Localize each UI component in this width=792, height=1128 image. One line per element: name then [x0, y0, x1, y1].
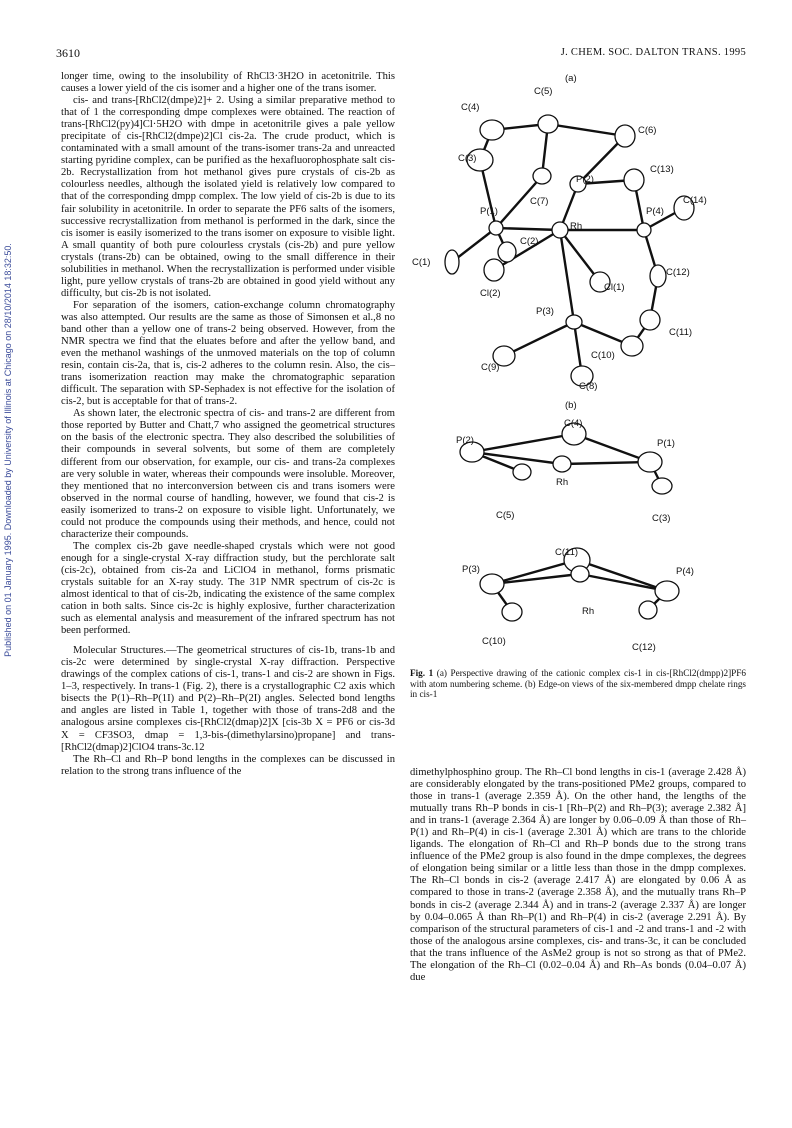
download-notice-text: Published on 01 January 1995. Downloaded by University of Illinois at Chicago on 28/10/2014 18:32:50.: [3, 243, 13, 657]
download-notice: [0, 210, 20, 690]
atom-label: C(9): [481, 362, 500, 373]
atom-label: P(1): [480, 206, 498, 217]
atom-label: C(4): [461, 102, 480, 113]
atom-label: Rh: [556, 477, 569, 488]
atom-label: C(10): [482, 636, 506, 647]
atom-label: C(7): [530, 196, 549, 207]
paragraph: As shown later, the electronic spectra of cis- and trans-2 are different from those reported by Butter and Chatt,7 who assigned the geometrical structures on the basis of the electronic spectra. They also described the solubilities of their compounds in several solvents, but some of them are completely different from our observation, for example, our cis- and trans-2a complexes are very soluble in water, whereas their compounds were insoluble. Moreover, they mentioned that no interconversion between cis and trans isomers were observed in the normal course of handling, however, we found that cis-2 is easily isomerized to trans-2 on exposure to visible light. Unfortunately, we could not produce the compounds using their methods, and hence, could not characterize their compounds.: [61, 408, 395, 540]
atom-label: Rh: [582, 606, 595, 617]
atom-label: P(3): [462, 564, 480, 575]
atom-label: P(4): [646, 206, 664, 217]
right-column: [410, 767, 746, 984]
paragraph: dimethylphosphino group. The Rh–Cl bond lengths in cis-1 (average 2.428 Å) are considerably elongated by the trans-positioned PMe2 groups, compared to those in trans-1 (average 2.359 Å). On the other hand, the lengths of the mutually trans Rh–P bonds in cis-1 [Rh–P(2) and Rh–P(3); average 2.382 Å] and in trans-1 (average 2.364 Å) are longer by 0.06–0.09 Å than those of Rh–P(1) and Rh–P(4) in cis-1 (average 2.301 Å) which are trans to the chloride ligands. The elongation of Rh–Cl and Rh–P bonds due to the strong trans influence of the PMe2 group is also found in the dmpe complexes, the degrees of elongation being similar or a little less than those in the dmpp complexes. The Rh–Cl bonds in cis-2 (average 2.417 Å) are elongated by 0.06 Å as compared to those in trans-2 (average 2.358 Å), and the mutually trans Rh–P bonds in cis-2 (average 2.344 Å) and in trans-2 (average 2.337 Å) are longer by 0.04–0.065 Å than Rh–P(1) and Rh–P(4) in cis-2 (average 2.291 Å). By comparison of the structural parameters of cis-1 and -2 and trans-1 and -2 with those of the analogous arsine complexes, cis- and trans-3c, it can be concluded that the trans influence of the AsMe2 group is not so strong as that of PMe2. The elongation of the Rh–Cl (0.02–0.04 Å) and Rh–As bonds (0.04–0.07 Å) due: [410, 767, 746, 983]
caption-text: (a) Perspective drawing of the cationic complex cis-1 in cis-[RhCl2(dmpp)2]PF6 with atom numbering scheme. (b) Edge-on views of the six-membered dmpp chelate rings in cis-1: [410, 668, 746, 700]
paragraph: The complex cis-2b gave needle-shaped crystals which were not good enough for a single-crystal X-ray diffraction study, but the perchlorate salt (cis-2c), obtained from cis-2a and LiClO4 in methanol, forms prismatic crystals suitable for an X-ray study. The 31P NMR spectrum of cis-2c is almost identical to that of cis-2b, indicating the existence of the same complex cation in both salts. Since cis-2c is highly explosive, further characterization such as elemental analysis and measurement of the infrared spectrum has not been performed.: [61, 540, 395, 637]
figure-caption: [410, 668, 746, 700]
panel-a-label: (a): [565, 73, 577, 84]
atom-label: C(10): [591, 350, 615, 361]
atom-label: Cl(1): [604, 282, 625, 293]
atom-label: C(1): [412, 257, 431, 268]
atom-label: C(5): [534, 86, 553, 97]
paragraph: For separation of the isomers, cation-exchange column chromatography was also attempted. Our results are the same as those of Simonsen et al.,8 no band other than a yellow one of trans-2 being observed. However, from the NMR spectra we find that the eluates before and after the yellow band, and even the methanol washings of the unmoved materials on the top of column resin, contain cis-2a, that is, cis-2 adheres to the column resin. Also, the cis–trans isomerization reaction may make the chromatographic separation difficult. The separation with SP-Sephadex is not effective for the isolation of cis-2, but is acceptable for that of trans-2.: [61, 299, 395, 408]
paragraph: Molecular Structures.—The geometrical structures of cis-1b, trans-1b and cis-2c were determined by single-crystal X-ray diffraction. Perspective drawings of the complex cations of cis-1, trans-1 and cis-2 are shown in Figs. 1–3, respectively. In trans-1 (Fig. 2), there is a crystallographic C2 axis which bisects the P(1)–Rh–P(1I) and P(2)–Rh–P(2I) angles. Selected bond lengths and angles are listed in Table 1, together with those of trans-2d8 and the analogous arsine complexes cis-[RhCl2(dmap)2]X [cis-3b X = PF6 or cis-3d X = CF3SO3, dmap = 1,3-bis-(dimethylarsino)propane] and trans-[RhCl2(dmap)2]ClO4 trans-3c.12: [61, 645, 395, 753]
atom-label: C(8): [579, 381, 598, 392]
paragraph: cis- and trans-[RhCl2(dmpe)2]+ 2. Using a similar preparative method to that of 1 the corresponding dmpe complexes were obtained. The reaction of trans-[RhCl2(py)4]Cl·5H2O with dmpe in acetonitrile gives a pale yellow precipitate of cis-[RhCl2(dmpe)2]Cl cis-2a. The crude product, which is contaminated with a small amount of the trans-isomer trans-2a and unreacted starting pyridine complex, can be purified as the hexafluorophosphate salt cis-2b. Recrystallization from hot methanol gives pure crystals of cis-2b as colourless needles, although the isolated yield is relatively low compared to that of the corresponding dmpp complex. The low yield of cis-2b is due to its fair solubility in acetonitrile. In order to separate the PF6 salts of the isomers, successive recrystallization from methanol is performed in the dark, since the cis isomer is easily isomerized to the trans isomer on exposure to visible light. A small quantity of both pure colourless crystals (cis-2b) and pure yellow crystals (trans-2b) can be obtained, owing to the small difference in their solubilities in methanol. When the recrystallization is performed under visible light, pure yellow crystals of trans-2b are obtained in good yield without any difficulty, but cis-2b is not isolated.: [61, 95, 395, 299]
panel-b-label: (b): [565, 400, 577, 411]
atom-label: C(2): [520, 236, 539, 247]
journal-title: J. CHEM. SOC. DALTON TRANS. 1995: [560, 47, 746, 58]
atom-label: P(2): [576, 174, 594, 185]
atom-label: C(12): [632, 642, 656, 653]
atom-label: P(4): [676, 566, 694, 577]
page-header: [56, 46, 746, 62]
atom-label: Cl(2): [480, 288, 501, 299]
atom-label: P(2): [456, 435, 474, 446]
atom-label: C(12): [666, 267, 690, 278]
atom-label: C(13): [650, 164, 674, 175]
left-column: [61, 71, 395, 778]
paragraph: The Rh–Cl and Rh–P bond lengths in the complexes can be discussed in relation to the strong trans influence of the: [61, 753, 395, 777]
atom-label: C(11): [669, 327, 693, 338]
atom-label: C(11): [555, 547, 579, 558]
atom-label: C(3): [652, 513, 671, 524]
paragraph: longer time, owing to the insolubility of RhCl3·3H2O in acetonitrile. This causes a lower yield of the cis isomer and a higher one of the trans isomer.: [61, 71, 395, 95]
figure-1: [412, 64, 746, 704]
caption-label: Fig. 1: [410, 668, 434, 678]
atom-label: C(14): [683, 195, 707, 206]
atom-label: Rh: [570, 221, 583, 232]
atom-label: P(1): [657, 438, 675, 449]
page-number: 3610: [56, 46, 80, 60]
atom-label: C(4): [564, 418, 583, 429]
atom-label: C(3): [458, 153, 477, 164]
atom-label: C(5): [496, 510, 515, 521]
atom-label: P(3): [536, 306, 554, 317]
atom-label: C(6): [638, 125, 657, 136]
